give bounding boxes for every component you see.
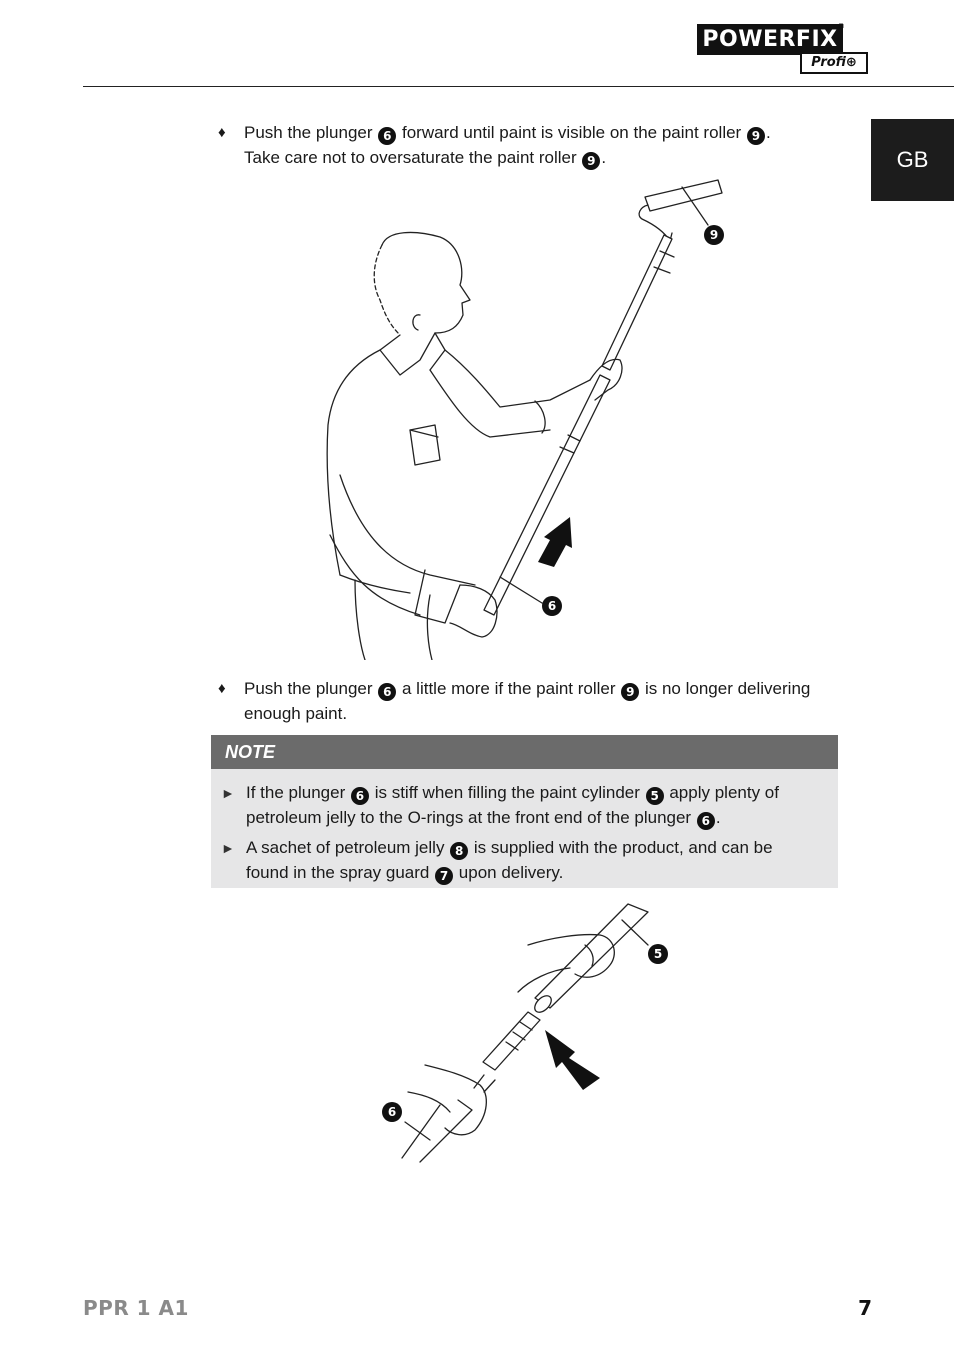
language-tab: GB: [871, 119, 954, 201]
note-item-1: [221, 781, 821, 830]
ref-number: 6: [351, 787, 369, 805]
text: Take care not to oversaturate the paint roller: [244, 147, 582, 167]
ref-number: 8: [450, 842, 468, 860]
registered-mark: ®: [837, 22, 845, 31]
brand-name: POWERFIX: [697, 24, 843, 55]
ref-number: 9: [621, 683, 639, 701]
text: is stiff when filling the paint cylinder: [369, 783, 645, 802]
text: apply plenty of: [664, 783, 779, 802]
brand-logo: [697, 24, 869, 74]
ref-number: 5: [646, 787, 664, 805]
arrow-bullet-icon: ►: [221, 840, 235, 856]
illustration-insert-plunger: [380, 900, 680, 1165]
text: .: [715, 807, 721, 827]
note-box: [211, 735, 838, 888]
arrow-bullet-icon: ►: [221, 785, 235, 801]
ref-number: 6: [697, 812, 715, 830]
step-1: [218, 121, 844, 170]
text: is no longer delivering: [640, 679, 811, 698]
ref-number: 9: [747, 127, 765, 145]
ref-number: 9: [582, 152, 600, 170]
text: .: [601, 147, 607, 167]
figure-insert-plunger: [380, 900, 680, 1165]
text: Push the plunger: [244, 123, 378, 142]
text: Push the plunger: [244, 679, 378, 698]
text: petroleum jelly to the O-rings at the front end of the plunger: [246, 807, 696, 827]
text: A sachet of petroleum jelly: [246, 838, 450, 857]
text: is supplied with the product, and can be: [469, 838, 773, 857]
diamond-bullet-icon: ♦: [218, 680, 226, 697]
ref-number: 6: [378, 127, 396, 145]
text: .: [765, 123, 771, 142]
text: upon delivery.: [454, 862, 564, 882]
illustration-man-painting: [310, 175, 750, 660]
callout-roller: 9: [704, 225, 724, 245]
step-2: [218, 677, 844, 726]
callout-plunger: 6: [542, 596, 562, 616]
callout-plunger-2: 6: [382, 1102, 402, 1122]
footer-model: PPR 1 A1: [83, 1296, 189, 1320]
ref-number: 7: [435, 867, 453, 885]
diamond-bullet-icon: ♦: [218, 124, 226, 141]
note-title: NOTE: [211, 735, 838, 769]
text: enough paint.: [244, 703, 348, 723]
text: If the plunger: [246, 783, 350, 802]
text: forward until paint is visible on the paint roller: [397, 123, 746, 142]
callout-cylinder: 5: [648, 944, 668, 964]
header-rule: [83, 86, 954, 87]
ref-number: 6: [378, 683, 396, 701]
text: a little more if the paint roller: [397, 679, 621, 698]
brand-sub: Profi⊕: [800, 52, 868, 74]
figure-man-painting: [310, 175, 750, 660]
page-number: 7: [858, 1296, 872, 1320]
note-item-2: [221, 836, 821, 885]
text: found in the spray guard: [246, 862, 435, 882]
